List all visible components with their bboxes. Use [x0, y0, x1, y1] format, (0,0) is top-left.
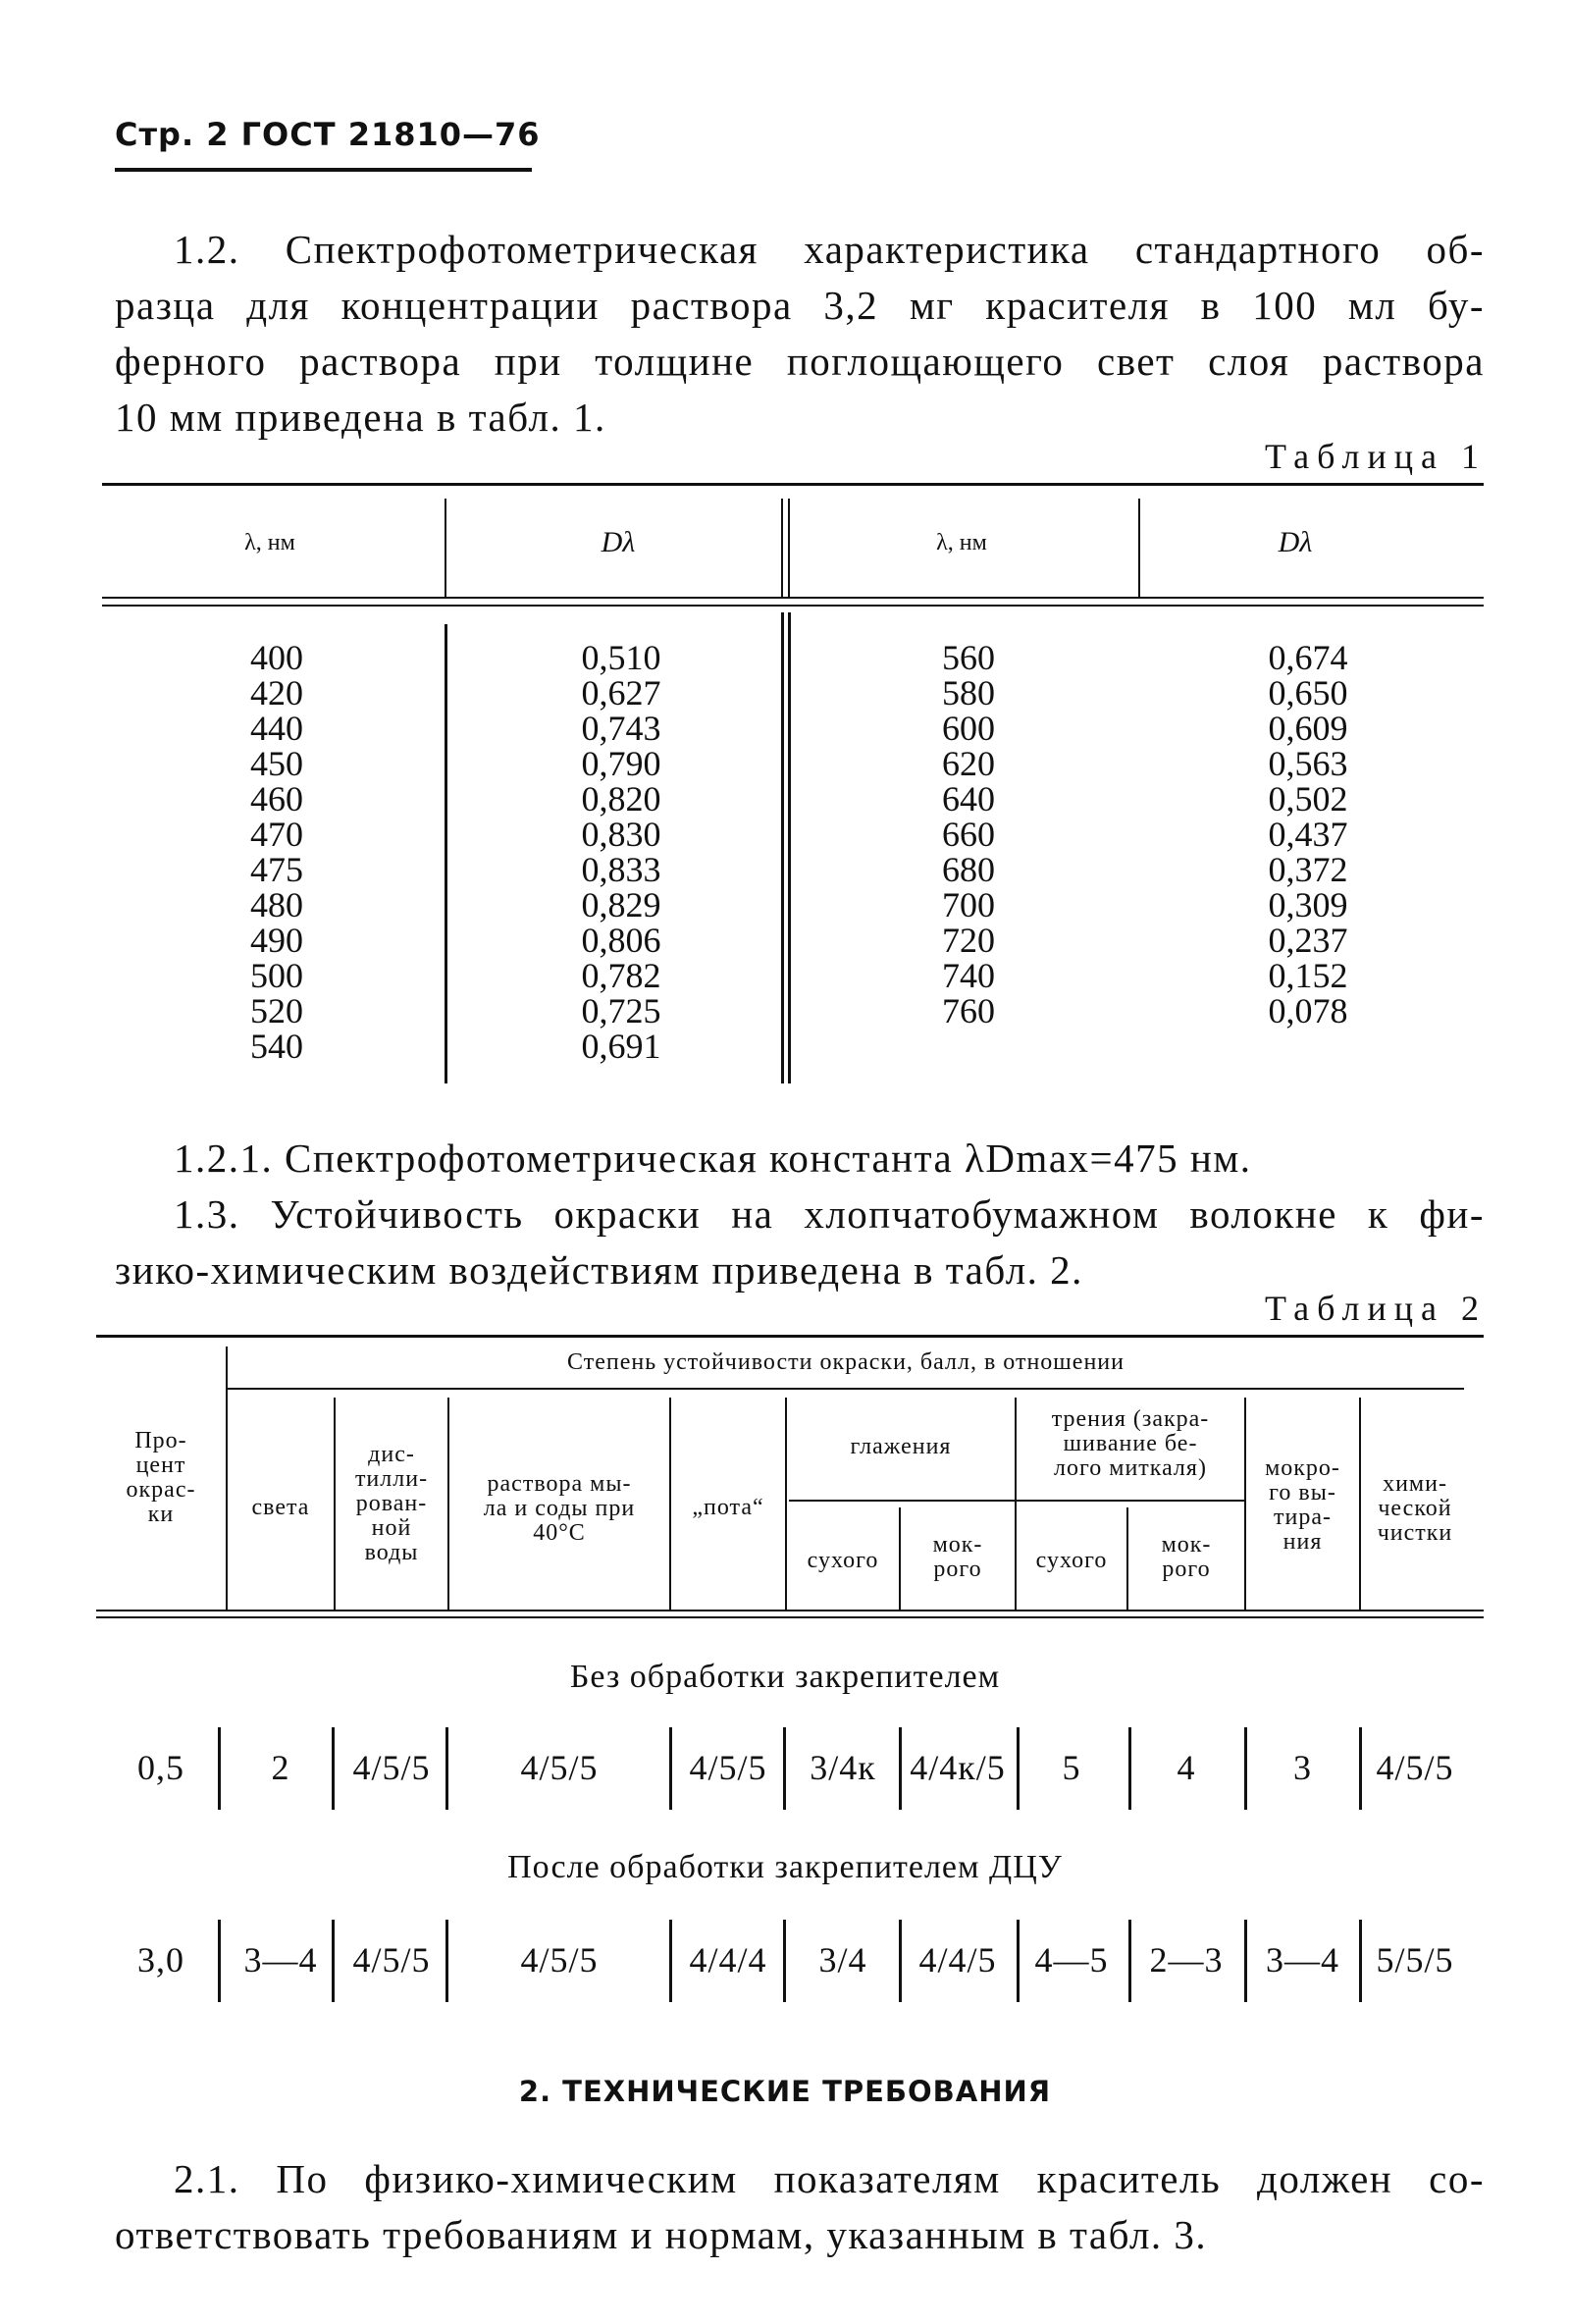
- standard-number: ГОСТ 21810—76: [240, 116, 541, 153]
- table2-header-ironing: глажения: [850, 1434, 952, 1459]
- table2-group-caption: Без обработки закрепителем: [569, 1659, 1001, 1695]
- paragraph-1-2: [115, 222, 1485, 446]
- table-cell: 540: [250, 1027, 303, 1066]
- table-cell: 3—4: [243, 1940, 318, 1980]
- table2-header-rule: [96, 1610, 1484, 1611]
- table-cell-divider: [669, 1920, 672, 2002]
- table1-column-d-right: [1244, 640, 1372, 1029]
- table2-header-soap: раствора мы- ла и соды при 40°С: [483, 1471, 636, 1546]
- table-cell: 700: [942, 885, 995, 924]
- table-cell-divider: [669, 1727, 672, 1810]
- table1-header-d: Dλ: [601, 526, 636, 558]
- table2-header-rule: [96, 1616, 1484, 1618]
- table1-divider: [445, 624, 447, 1083]
- table2-header-dryclean: хими- ческой чистки: [1377, 1471, 1453, 1546]
- table-cell: 4/4/4: [689, 1940, 767, 1980]
- table2-top-rule: [96, 1335, 1484, 1338]
- table2-header-wet-rub: мокро- го вы- тира- ния: [1265, 1455, 1340, 1555]
- table-cell: 4/5/5: [352, 1748, 431, 1787]
- table-cell: 0,820: [581, 779, 661, 819]
- table-cell: 4/4/5: [918, 1940, 997, 1980]
- table-cell: 2: [271, 1748, 290, 1787]
- table-cell-divider: [1128, 1727, 1131, 1810]
- table-cell-divider: [1017, 1920, 1020, 2002]
- table-cell: 5: [1062, 1748, 1081, 1787]
- table1-column-lambda-left: [218, 640, 336, 1064]
- table-cell-divider: [218, 1920, 221, 2002]
- text-line: зико-химическим воздействиям приведена в табл. 2.: [115, 1247, 1083, 1293]
- table-cell: 680: [942, 850, 995, 889]
- table1-divider: [788, 612, 791, 1083]
- page-header: [115, 116, 541, 153]
- table-cell: 0,833: [581, 850, 661, 889]
- table-cell: 500: [250, 956, 303, 995]
- table-cell: 4/5/5: [520, 1748, 599, 1787]
- table-cell: 3/4: [818, 1940, 867, 1980]
- text-line: разца для концентрации раствора 3,2 мг красителя в 100 мл бу-: [115, 283, 1485, 328]
- table2-header-rubbing-wet: мок- рого: [1161, 1532, 1212, 1582]
- table1-column-lambda-right: [910, 640, 1027, 1029]
- table-cell-divider: [218, 1727, 221, 1810]
- table1-caption: Таблица 1: [1265, 437, 1487, 476]
- text-line: 1.3. Устойчивость окраски на хлопчатобумажном волокне к фи-: [174, 1191, 1485, 1237]
- table2-header-rubbing: трения (закра- шивание бе- лого миткаля): [1051, 1406, 1210, 1481]
- table-cell-divider: [899, 1920, 902, 2002]
- table-cell: 480: [250, 885, 303, 924]
- table-cell: 0,830: [581, 815, 661, 854]
- table1-column-d-left: [557, 640, 685, 1064]
- table-cell: 2—3: [1149, 1940, 1224, 1980]
- table1-divider: [1138, 499, 1140, 597]
- table2-header-ironing-wet: мок- рого: [932, 1532, 983, 1582]
- page-number: Стр. 2: [115, 116, 230, 153]
- table-cell: 0,743: [581, 709, 661, 748]
- table-cell: 720: [942, 921, 995, 960]
- table-cell: 4/5/5: [689, 1748, 767, 1787]
- table-cell: 0,674: [1268, 638, 1348, 677]
- table-cell: 440: [250, 709, 303, 748]
- text-line: 10 мм приведена в табл. 1.: [115, 395, 606, 440]
- table2-header-distilled: дис- тилли- рован- ной воды: [354, 1442, 429, 1565]
- table-cell: 5/5/5: [1376, 1940, 1454, 1980]
- table-cell: 0,650: [1268, 673, 1348, 713]
- table2-subheader-rule: [228, 1388, 1464, 1390]
- table-cell-divider: [1359, 1920, 1362, 2002]
- table1-divider: [788, 499, 790, 597]
- section-title: 2. ТЕХНИЧЕСКИЕ ТРЕБОВАНИЯ: [518, 2075, 1052, 2108]
- table2-subheader-rule: [789, 1500, 1244, 1502]
- table-cell: 760: [942, 991, 995, 1030]
- table-cell: 0,078: [1268, 991, 1348, 1030]
- table-cell-divider: [445, 1727, 448, 1810]
- table-cell: 0,502: [1268, 779, 1348, 819]
- table2-header-sweat: „пота“: [692, 1495, 764, 1520]
- table-cell: 4/5/5: [352, 1940, 431, 1980]
- table-cell: 400: [250, 638, 303, 677]
- table-cell: 0,691: [581, 1027, 661, 1066]
- table-cell: 0,609: [1268, 709, 1348, 748]
- table-cell: 4: [1177, 1748, 1196, 1787]
- table-cell: 3/4к: [810, 1748, 876, 1787]
- table-cell-divider: [1128, 1920, 1131, 2002]
- table-cell: 640: [942, 779, 995, 819]
- table-cell: 0,829: [581, 885, 661, 924]
- table-cell: 0,372: [1268, 850, 1348, 889]
- table-cell: 0,782: [581, 956, 661, 995]
- text-line: ответствовать требованиям и нормам, указанным в табл. 3.: [115, 2212, 1208, 2257]
- text-line: ферного раствора при толщине поглощающего свет слоя раствора: [115, 339, 1485, 384]
- header-rule: [115, 168, 532, 172]
- table2-divider: [226, 1347, 228, 1610]
- paragraph-1-2-1: [115, 1131, 1485, 1187]
- table-cell: 520: [250, 991, 303, 1030]
- table-cell: 470: [250, 815, 303, 854]
- table-cell: 420: [250, 673, 303, 713]
- table-cell: 600: [942, 709, 995, 748]
- text-line: 1.2. Спектрофотометрическая характеристика стандартного об-: [174, 227, 1485, 272]
- table-cell: 0,237: [1268, 921, 1348, 960]
- table-cell: 0,437: [1268, 815, 1348, 854]
- table2-group-caption: После обработки закрепителем ДЦУ: [507, 1849, 1063, 1885]
- table2-header-ironing-dry: сухого: [807, 1548, 879, 1573]
- table-cell: 0,309: [1268, 885, 1348, 924]
- table2-top-header: Степень устойчивости окраски, балл, в отношении: [567, 1349, 1125, 1375]
- paragraph-1-3: [115, 1187, 1485, 1298]
- table-cell: 4/5/5: [1376, 1748, 1454, 1787]
- table-cell-divider: [1244, 1727, 1247, 1810]
- table-cell-divider: [1017, 1727, 1020, 1810]
- table-cell: 460: [250, 779, 303, 819]
- table-cell: 0,510: [581, 638, 661, 677]
- table-cell: 0,806: [581, 921, 661, 960]
- table-cell: 0,627: [581, 673, 661, 713]
- table1-header-rule: [102, 605, 1484, 607]
- table2-caption: Таблица 2: [1265, 1289, 1487, 1328]
- table-cell: 4/4к/5: [910, 1748, 1006, 1787]
- table2-divider: [785, 1398, 787, 1610]
- table-cell: 3: [1293, 1748, 1312, 1787]
- table-cell-divider: [332, 1727, 335, 1810]
- table2-header-percent: Про- цент окрас- ки: [126, 1428, 196, 1527]
- table-cell: 660: [942, 815, 995, 854]
- table1-header-lambda: λ, нм: [244, 530, 295, 555]
- table1-top-rule: [102, 483, 1484, 486]
- table1-header-rule: [102, 597, 1484, 599]
- table2-header-light: света: [251, 1495, 310, 1520]
- paragraph-2-1: [115, 2151, 1485, 2263]
- table-cell: 740: [942, 956, 995, 995]
- table-cell: 580: [942, 673, 995, 713]
- table-cell: 0,725: [581, 991, 661, 1030]
- table-cell: 4—5: [1034, 1940, 1109, 1980]
- table-cell: 4/5/5: [520, 1940, 599, 1980]
- table-cell: 560: [942, 638, 995, 677]
- table-cell: 450: [250, 744, 303, 783]
- table-cell: 3,0: [137, 1940, 184, 1980]
- table-cell-divider: [899, 1727, 902, 1810]
- table-cell-divider: [332, 1920, 335, 2002]
- text-line: 2.1. По физико-химическим показателям краситель должен со-: [174, 2156, 1485, 2201]
- table-cell-divider: [783, 1727, 786, 1810]
- table1-divider: [781, 499, 783, 597]
- table-cell: 0,5: [137, 1748, 184, 1787]
- table-cell: 0,152: [1268, 956, 1348, 995]
- text-line: 1.2.1. Спектрофотометрическая константа λDmax=475 нм.: [174, 1136, 1252, 1181]
- table-cell: 490: [250, 921, 303, 960]
- table-cell: 620: [942, 744, 995, 783]
- table-cell-divider: [783, 1920, 786, 2002]
- table-cell: 0,790: [581, 744, 661, 783]
- table-cell: 0,563: [1268, 744, 1348, 783]
- table1-header-d: Dλ: [1278, 526, 1313, 558]
- table1-divider: [781, 612, 784, 1083]
- table-cell-divider: [1359, 1727, 1362, 1810]
- table-cell: 3—4: [1266, 1940, 1339, 1980]
- table-cell: 475: [250, 850, 303, 889]
- table1-header-lambda: λ, нм: [936, 530, 987, 555]
- table-cell-divider: [1244, 1920, 1247, 2002]
- table-cell-divider: [445, 1920, 448, 2002]
- table1-divider: [445, 499, 446, 597]
- table2-header-rubbing-dry: сухого: [1035, 1548, 1108, 1573]
